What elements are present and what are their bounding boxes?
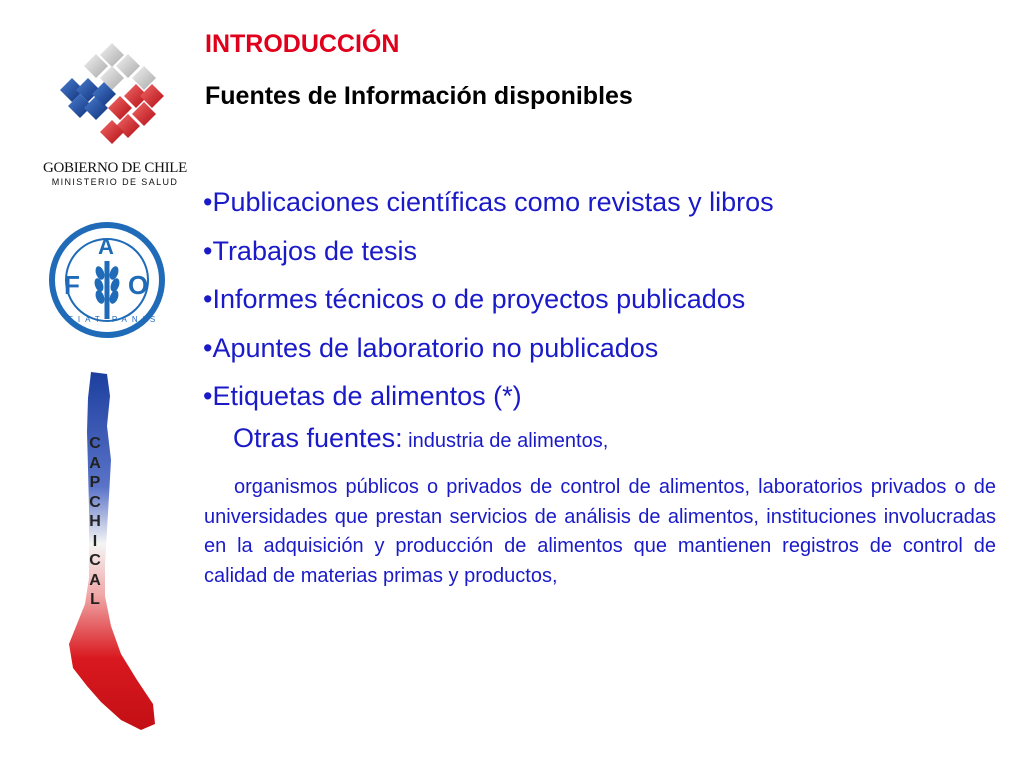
fao-letter-f: F	[64, 270, 80, 300]
capchical-letter: C	[89, 493, 101, 511]
bullet-list	[203, 178, 774, 421]
bullet-item: •Informes técnicos o de proyectos publicados	[203, 284, 746, 314]
bullet-item: •Trabajos de tesis	[203, 235, 418, 266]
gov-name: GOBIERNO DE CHILE	[42, 160, 188, 176]
chile-map-icon	[55, 368, 165, 738]
slide-heading: INTRODUCCIÓN	[205, 30, 400, 58]
other-sources-value: industria de alimentos,	[402, 430, 609, 452]
fao-motto: FIAT PANIS	[68, 315, 161, 324]
gov-subtitle: MINISTERIO DE SALUD	[51, 177, 179, 187]
other-sources-line	[233, 423, 608, 454]
bullet-item: •Etiquetas de alimentos (*)	[203, 381, 522, 411]
capchical-letter: L	[90, 591, 100, 608]
capchical-letter: I	[92, 532, 98, 550]
fao-letter-a: A	[98, 234, 114, 259]
sources-paragraph: organismos públicos o privados de control de alimentos, laboratorios privados o de universidades que prestan servicios de análisis de alimentos, instituciones involucradas en la adquisición y producción de alimentos que mantienen registros de control de calidad de materias primas y productos,	[204, 476, 996, 587]
fao-letter-o: O	[128, 270, 149, 300]
capchical-letter: H	[89, 513, 101, 530]
capchical-letter: A	[89, 571, 101, 589]
capchical-letter: A	[89, 454, 101, 472]
slide-subheading: Fuentes de Información disponibles	[205, 82, 633, 110]
capchical-letter: P	[89, 474, 101, 491]
capchical-letter: C	[89, 435, 101, 452]
capchical-letter: C	[89, 552, 101, 569]
fao-logo-icon	[48, 221, 166, 339]
other-sources-label: Otras fuentes:	[233, 423, 403, 453]
capchical-vertical-label	[84, 434, 106, 610]
bullet-item: •Publicaciones científicas como revistas y libros	[203, 187, 774, 217]
cube-mark-icon	[60, 43, 164, 144]
bullet-item: •Apuntes de laboratorio no publicados	[203, 332, 659, 363]
